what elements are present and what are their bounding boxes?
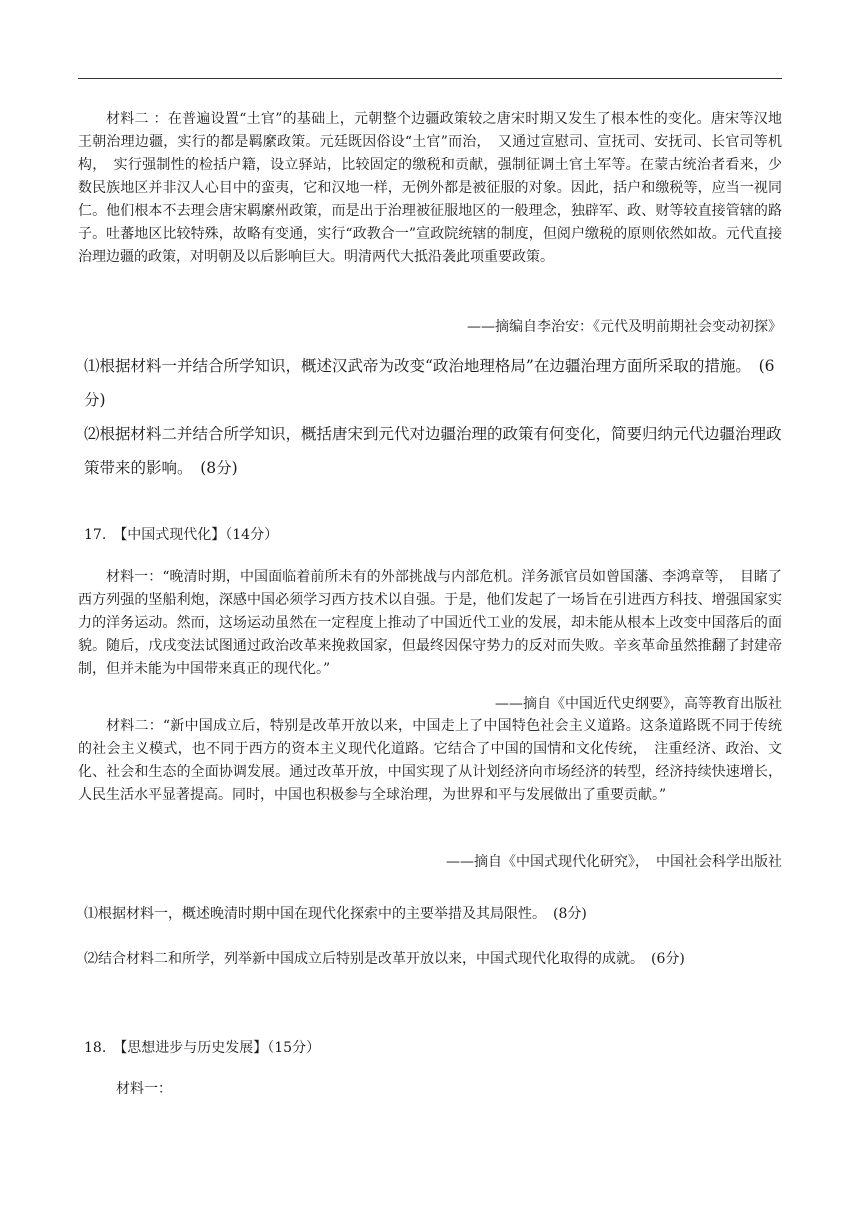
q18-material-1: [78, 1078, 782, 1101]
question-text: ⑴根据材料一，概述晚清时期中国在现代化探索中的主要举措及其局限性。 (8分): [84, 906, 587, 922]
q17-question-1: [78, 903, 782, 926]
q17-source-2: [78, 851, 782, 874]
question-text: ⑵结合材料二和所学，列举新中国成立后特别是改革开放以来，中国式现代化取得的成就。 (6分): [84, 951, 685, 967]
q16-material-2: [78, 108, 782, 269]
question-heading: 17. 【中国式现代化】（14分）: [84, 527, 279, 543]
q16-question-1: [78, 349, 782, 417]
q18-heading: [78, 1037, 782, 1060]
question-heading: 18. 【思想进步与历史发展】（15分）: [84, 1040, 321, 1056]
q17-material-2: [78, 715, 782, 807]
question-text: ⑵根据材料二并结合所学知识，概括唐宋到元代对边疆治理的政策有何变化，简要归纳元代边疆治理政策带来的影响。 (8分): [84, 425, 782, 477]
source-citation: ——摘编自李治安：《元代及明前期社会变动初探》: [467, 319, 782, 335]
q16-question-2: [78, 417, 782, 485]
q17-heading: [78, 524, 782, 547]
q16-source-2: [78, 316, 782, 339]
material-2-text: 材料二 ：在普遍设置“土官”的基础上，元朝整个边疆政策较之唐宋时期又发生了根本性的变化。唐宋等汉地王朝治理边疆，实行的都是羁縻政策。元廷既因俗设“土官”而治， 又通过宣慰司、宣抚司、安抚司、长官司等机构， 实行强制性的检括户籍，设立驿站，比较固定的缴税和贡献，强制征调土官土军等。在蒙古统治者看来，少数民族地区并非汉人心目中的蛮夷，它和汉地一样，无例外都是被征服的对象。因此，括户和缴税等，应当一视同仁。他们根本不去理会唐宋羁縻州政策，而是出于治理被征服地区的一般理念，独辟军、政、财等较直接管辖的路子。吐蕃地区比较特殊，故略有变通，实行“政教合一”宣政院统辖的制度，但阅户缴税的原则依然如故。元代直接治理边疆的政策，对明朝及以后影响巨大。明清两代大抵沿袭此项重要政策。: [78, 111, 782, 265]
q17-question-2: [78, 948, 782, 971]
material-1-label: 材料一：: [116, 1081, 172, 1097]
header-rule: [78, 78, 782, 79]
q17-material-1: [78, 566, 782, 681]
material-2-text: 材料二：“新中国成立后，特别是改革开放以来，中国走上了中国特色社会主义道路。这条道路既不同于传统的社会主义模式，也不同于西方的资本主义现代化道路。它结合了中国的国情和文化传统， 注重经济、政治、文化、社会和生态的全面协调发展。通过改革开放，中国实现了从计划经济向市场经济的转型，经济持续快速增长，人民生活水平显著提高。同时，中国也积极参与全球治理，为世界和平与发展做出了重要贡献。”: [78, 718, 782, 803]
material-1-text: 材料一：“晚清时期，中国面临着前所未有的外部挑战与内部危机。洋务派官员如曾国藩、李鸿章等， 目睹了西方列强的坚船利炮，深感中国必须学习西方技术以自强。于是，他们发起了一场旨在引进西方科技、增强国家实力的洋务运动。然而，这场运动虽然在一定程度上推动了中国近代工业的发展，却未能从根本上改变中国落后的面貌。随后，戊戌变法试图通过政治改革来挽救国家，但最终因保守势力的反对而失败。辛亥革命虽然推翻了封建帝制，但并未能为中国带来真正的现代化。”: [78, 569, 782, 677]
question-text: ⑴根据材料一并结合所学知识，概述汉武帝为改变“政治地理格局”在边疆治理方面所采取的措施。 (6分): [84, 357, 775, 409]
source-citation: ——摘自《中国式现代化研究》， 中国社会科学出版社: [446, 854, 782, 870]
source-citation: ——摘自《中国近代史纲要》，高等教育出版社: [495, 696, 782, 712]
q17-source-1: [78, 693, 782, 716]
